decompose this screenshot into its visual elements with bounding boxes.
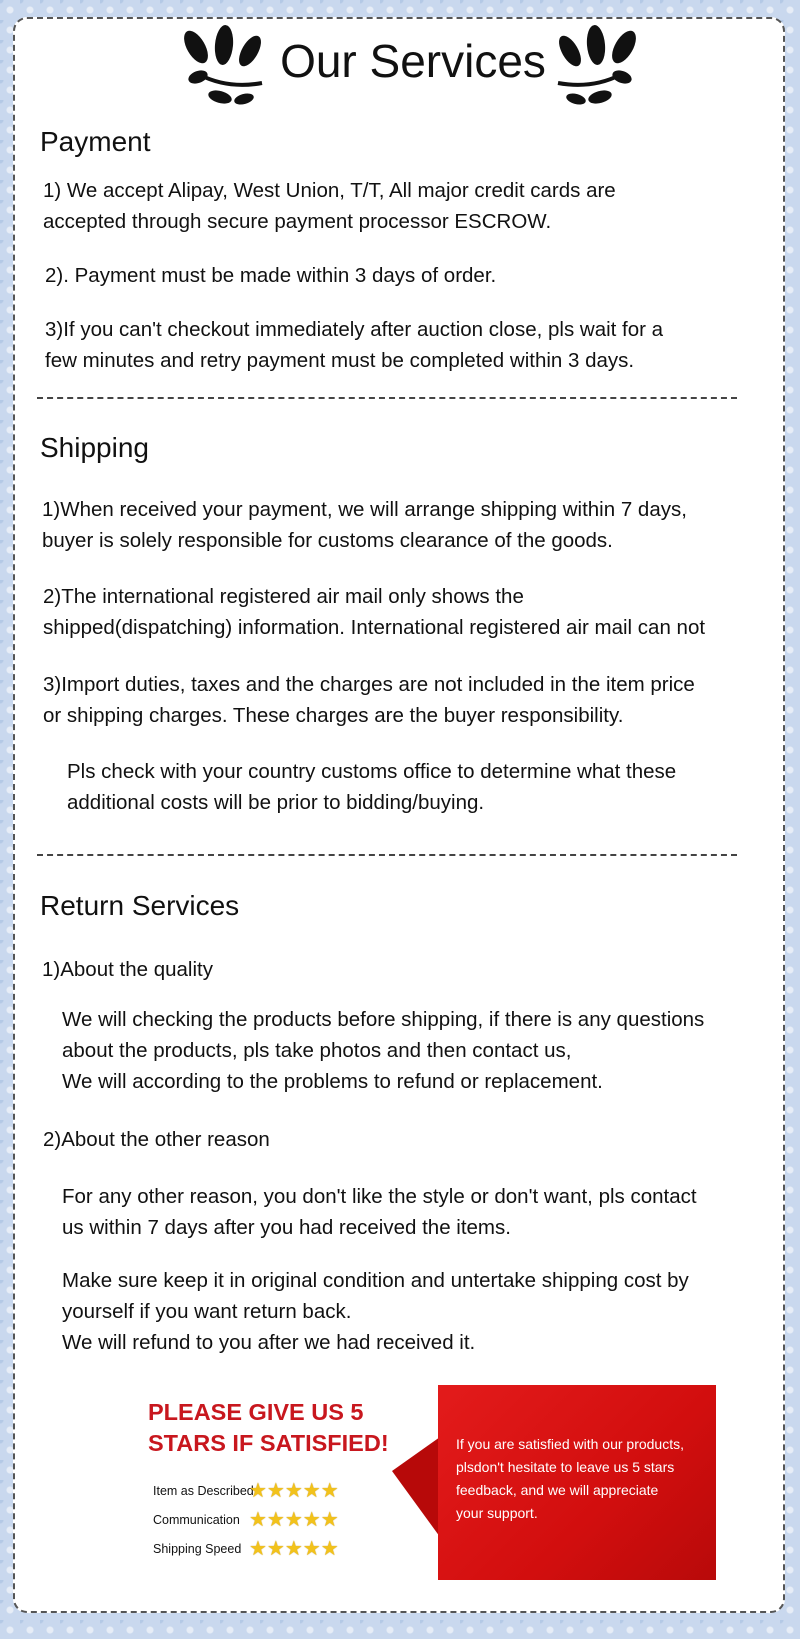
payment-item-3: 3)If you can't checkout immediately after auction close, pls wait for a few minutes and retry payment must be completed within 3 days. bbox=[45, 318, 664, 372]
returns-subheading-quality: 1)About the quality bbox=[42, 958, 213, 981]
feedback-message-box bbox=[438, 1385, 716, 1580]
returns-heading: Return Services bbox=[40, 890, 240, 921]
leaf-ornament-right-icon bbox=[550, 25, 640, 111]
red-box-fold bbox=[392, 1437, 440, 1537]
shipping-item-2: 2)The international registered air mail only shows the shipped(dispatching) information. International registered air mail can not bbox=[43, 585, 706, 639]
rating-label: Item as Described bbox=[153, 1484, 254, 1498]
star-rating-icon: ★★★★★ bbox=[249, 1480, 339, 1502]
returns-condition-text: Make sure keep it in original condition and untertake shipping cost by yourself if you want return back. We will refund to you after we had received it. bbox=[62, 1269, 689, 1354]
feedback-message: If you are satisfied with our products, plsdon't hesitate to leave us 5 stars feedback, and we will appreciate your support. bbox=[456, 1436, 684, 1521]
header bbox=[15, 25, 787, 111]
rating-label: Shipping Speed bbox=[153, 1542, 242, 1556]
services-card bbox=[13, 17, 785, 1613]
section-divider bbox=[37, 854, 737, 856]
section-divider bbox=[37, 397, 737, 399]
shipping-note: Pls check with your country customs office to determine what these additional costs will be prior to bidding/buying. bbox=[67, 760, 677, 814]
payment-heading: Payment bbox=[40, 126, 151, 157]
star-rating-icon: ★★★★★ bbox=[249, 1509, 339, 1531]
shipping-item-1: 1)When received your payment, we will arrange shipping within 7 days, buyer is solely responsible for customs clearance of the goods. bbox=[42, 498, 687, 552]
returns-quality-text: We will checking the products before shipping, if there is any questions about the products, pls take photos and then contact us, We will according to the problems to refund or replacement. bbox=[62, 1008, 705, 1093]
payment-item-2: 2). Payment must be made within 3 days of order. bbox=[45, 264, 497, 287]
shipping-item-3: 3)Import duties, taxes and the charges are not included in the item price or shipping charges. These charges are the buyer responsibility. bbox=[43, 673, 695, 727]
payment-item-1: 1) We accept Alipay, West Union, T/T, All major credit cards are accepted through secure payment processor ESCROW. bbox=[43, 179, 616, 233]
leaf-ornament-left-icon bbox=[180, 25, 270, 111]
feedback-headline: PLEASE GIVE US 5 STARS IF SATISFIED! bbox=[148, 1399, 389, 1456]
returns-other-text: For any other reason, you don't like the style or don't want, pls contact us within 7 days after you had received the items. bbox=[62, 1185, 697, 1239]
page-title: Our Services bbox=[280, 35, 546, 87]
rating-label: Communication bbox=[153, 1513, 240, 1527]
shipping-heading: Shipping bbox=[40, 432, 149, 463]
returns-subheading-other: 2)About the other reason bbox=[43, 1128, 270, 1151]
star-rating-icon: ★★★★★ bbox=[249, 1538, 339, 1560]
